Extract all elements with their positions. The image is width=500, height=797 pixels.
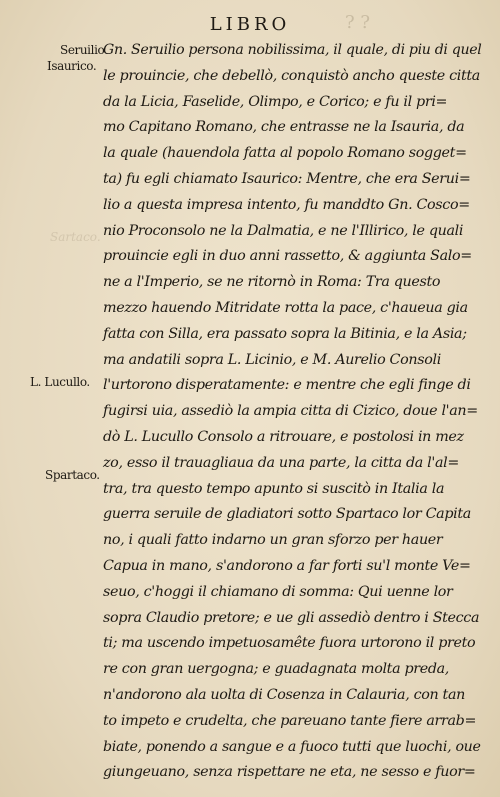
- text-line: mo Capitano Romano, che entrasse ne la Isauria, da: [103, 119, 465, 136]
- marginal-note-seruilio: Seruilio: [60, 43, 105, 57]
- text-line: nio Proconsolo ne la Dalmatia, e ne l'Illirico, le quali: [103, 222, 464, 239]
- text-line: n'andorono ala uolta di Cosenza in Calauria, con tan: [103, 686, 465, 703]
- text-line: fugirsi uia, assediò la ampia citta di Cizico, doue l'an=: [103, 403, 478, 420]
- text-line: lio a questa impresa intento, fu manddto Gn. Cosco=: [103, 196, 470, 213]
- text-block: [103, 38, 481, 786]
- text-line: re con gran uergogna; e guadagnata molta preda,: [103, 661, 450, 678]
- marginal-note-lucullo: L. Lucullo.: [30, 375, 90, 389]
- text-line: tra, tra questo tempo apunto si suscitò in Italia la: [103, 480, 445, 497]
- text-line: prouincie egli in duo anni rassetto, & aggiunta Salo=: [103, 248, 472, 265]
- text-line: Gn. Seruilio persona nobilissima, il quale, di piu di quel: [103, 42, 482, 58]
- bleed-through-marginal: Sartaco.: [50, 230, 101, 244]
- text-line: giungeuano, senza rispettare ne eta, ne sesso e fuor=: [103, 764, 476, 781]
- text-line: zo, esso il trauagliaua da una parte, la citta da l'al=: [103, 454, 459, 471]
- text-line: sopra Claudio pretore; e ue gli assediò dentro i Stecca: [103, 609, 480, 626]
- text-line: Capua in mano, s'andorono a far forti su'l monte Ve=: [103, 557, 471, 574]
- text-line: la quale (hauendola fatta al popolo Romano sogget=: [103, 145, 467, 162]
- text-line: seuo, c'hoggi il chiamano di somma: Qui uenne lor: [103, 583, 453, 600]
- text-line: dò L. Lucullo Consolo a ritrouare, e postolosi in mez: [103, 428, 464, 445]
- marginal-note-spartaco: Spartaco.: [45, 468, 100, 482]
- bleed-through-mark: ? ?: [345, 12, 371, 33]
- running-title: LIBRO: [209, 14, 291, 35]
- text-line: ta) fu egli chiamato Isaurico: Mentre, che era Serui=: [103, 170, 471, 187]
- text-line: guerra seruile de gladiatori sotto Spartaco lor Capita: [103, 506, 471, 523]
- text-line: da la Licia, Faselide, Olimpo, e Corico; e fu il pri=: [103, 93, 448, 110]
- marginal-note-isaurico: Isaurico.: [47, 59, 97, 73]
- text-line: l'urtorono disperatamente: e mentre che egli finge di: [103, 377, 471, 394]
- text-line: ti; ma uscendo impetuosamête fuora urtorono il preto: [103, 635, 476, 652]
- text-line: fatta con Silla, era passato sopra la Bitinia, e la Asia;: [103, 325, 467, 342]
- text-line: ne a l'Imperio, se ne ritornò in Roma: Tra questo: [103, 274, 441, 291]
- text-line: ma andatili sopra L. Licinio, e M. Aurelio Consoli: [103, 351, 441, 368]
- text-line: mezzo hauendo Mitridate rotta la pace, c'haueua gia: [103, 299, 468, 316]
- text-line: no, i quali fatto indarno un gran sforzo per hauer: [103, 532, 443, 549]
- text-line: biate, ponendo a sangue e a fuoco tutti que luochi, oue: [103, 738, 481, 755]
- text-line: to impeto e crudelta, che pareuano tante fiere arrab=: [103, 712, 477, 729]
- text-line: le prouincie, che debellò, conquistò ancho queste citta: [103, 67, 480, 84]
